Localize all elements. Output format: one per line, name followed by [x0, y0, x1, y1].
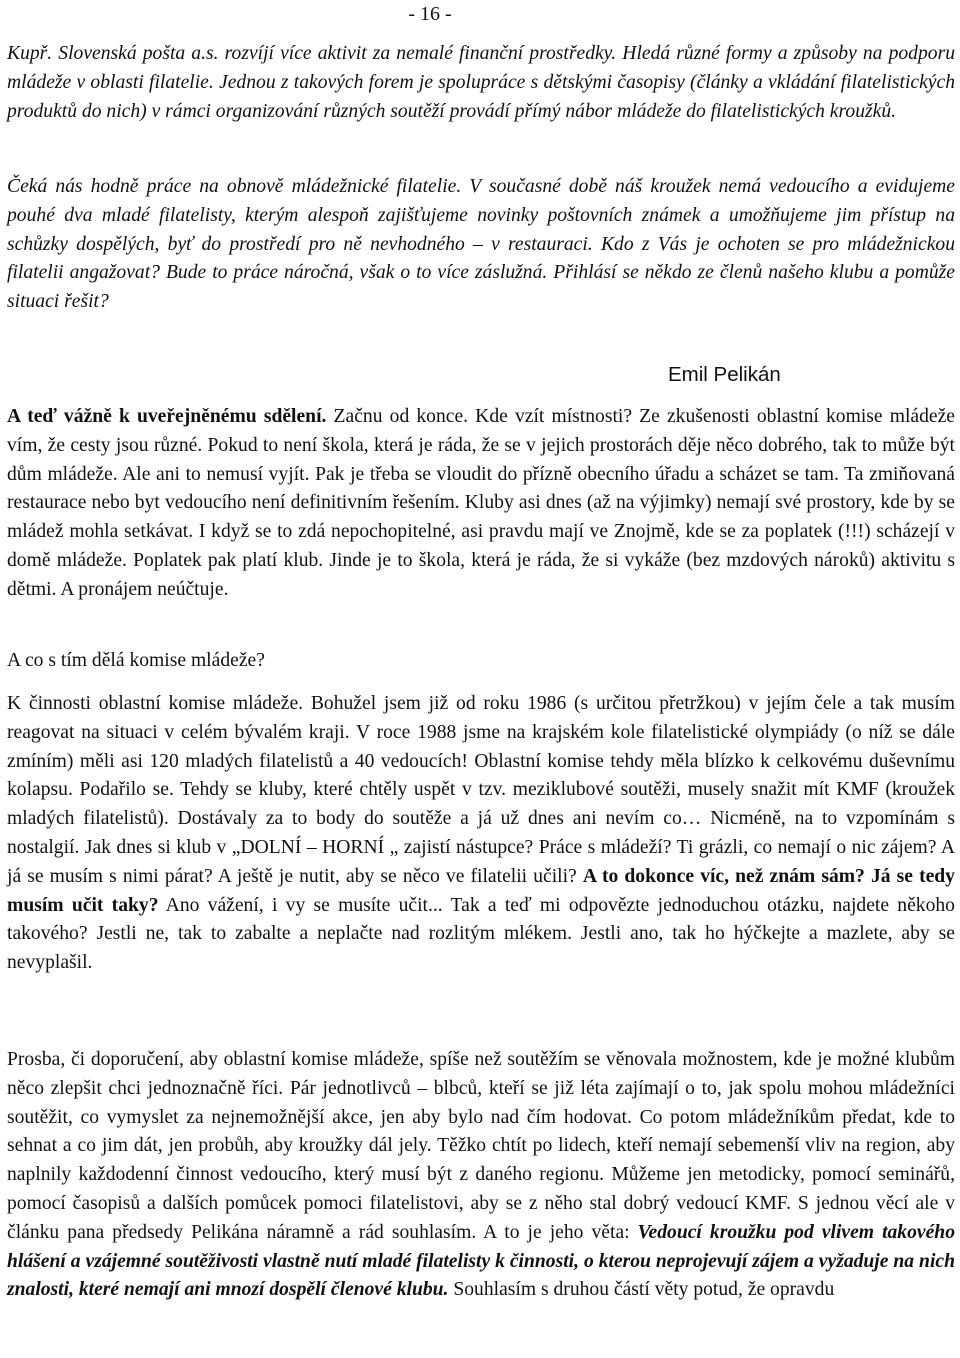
- reply-lead-bold: A teď vážně k uveřejněnému sdělení.: [7, 406, 327, 427]
- paragraph-reply: [7, 403, 955, 605]
- paragraph-question: A co s tím dělá komise mládeže?: [7, 650, 265, 671]
- request-text-1: Prosba, či doporučení, aby oblastní komise mládeže, spíše než soutěžím se věnovala možnostem, kde je možné klubům něco zlepšit chci jednoznačně říci. Pár jednotlivců – blbců, kteří se již léta zajímají o to, jak spolu mohou mládežníci soutěžit, co vymyslet za nejnemožnější akce, jen aby bylo nad čím hodovat. Co potom mládežníkům předat, kde to sehnat a co jim dát, jen probůh, aby kroužky dál jely. Těžko chtít po lidech, kteří nemají sebemenší vliv na region, aby naplnily každodenní činnost vedoucího, který musí být z daného regionu. Můžeme jen metodicky, pomocí seminářů, pomocí časopisů a dalších pomůcek pomoci filatelistovi, aby se z něho stal dobrý vedoucí KMF. S jednou věcí ale v článku pana předsedy Pelikána náramně a rád souhlasím. A to je jeho věta:: [7, 1049, 955, 1243]
- intro-paragraph-1: Kupř. Slovenská pošta a.s. rozvíjí více aktivit za nemalé finanční prostředky. Hledá různé formy a způsoby na podporu mládeže v oblasti filatelie. Jednou z takových forem je spolupráce s dětskými časopisy (články a vkládání filatelistických produktů do nich) v rámci organizování různých soutěží provádí přímý nábor mládeže do filatelistických kroužků.: [7, 43, 955, 122]
- paragraph-commission-activity: [7, 690, 955, 978]
- commission-bold-question: A to dokonce víc, než znám sám? Já se tedy musím učit taky?: [7, 865, 955, 916]
- intro-paragraph-2: Čeká nás hodně práce na obnově mládežnické filatelie. V současné době náš kroužek nemá vedoucího a evidujeme pouhé dva mladé filatelisty, kterým alespoň zajišťujeme novinky poštovních známek a umožňujeme jim přístup na schůzky dospělých, byť do prostředí pro ně nevhodného – v restauraci. Kdo z Vás je ochoten se pro mládežnickou filatelii angažovat? Bude to práce náročná, však o to více záslužná. Přihlásí se někdo ze členů našeho klubu a pomůže situaci řešit?: [7, 176, 955, 313]
- reply-body: Začnu od konce. Kde vzít místnosti? Ze zkušenosti oblastní komise mládeže vím, že cesty jsou různé. Pokud to není škola, která je ráda, že se v jejich prostorách děje něco dobrého, tak to může být dům mládeže. Ale ani to nemusí vyjít. Pak je třeba se vloudit do přízně obecního úřadu a scházet se tam. Ta zmiňovaná restaurace nebo byt vedoucího není definitivním řešením. Kluby asi dnes (až na výjimky) nemají své prostory, kde by se mládež mohla setkávat. I když se to zdá nepochopitelné, asi pravdu mají ve Znojmě, kde se za poplatek (!!!) scházejí v domě mládeže. Poplatek pak platí klub. Jinde je to škola, která je ráda, že si vykáže (bez mzdových nároků) aktivitu s dětmi. A pronájem neúčtuje.: [7, 406, 955, 600]
- author-signature: Emil Pelikán: [668, 363, 781, 386]
- commission-text-2: Ano vážení, i vy se musíte učit... Tak a teď mi odpovězte jednoduchou otázku, najdete někoho takového? Jestli ne, tak to zabalte a neplačte nad rozlitým mlékem. Jestli ano, tak ho hýčkejte a mazlete, aby se nevyplašil.: [7, 894, 955, 974]
- commission-text-1: K činnosti oblastní komise mládeže. Bohužel jsem již od roku 1986 (s určitou přetržkou) v jejím čele a tak musím reagovat na situaci v celém bývalém kraji. V roce 1988 jsme na krajském kole filatelistické olympiády (o níž se dále zmíním) měli asi 120 mladých filatelistů a 40 vedoucích! Oblastní komise tehdy měla blízko k celkovému duševnímu kolapsu. Podařilo se. Tehdy se kluby, které chtěly uspět v tzv. meziklubové soutěži, musely snažit mít KMF (kroužek mladých filatelistů). Dostávaly za to body do soutěže a já už dnes ani nevím co… Nicméně, na to vzpomínám s nostalgií. Jak dnes si klub v „DOLNÍ – HORNÍ „ zajistí nástupce? Práce s mládeží? Ti grázli, co nemají o nic zájem? A já se musím s nimi párat? A ještě je nutit, aby se něco ve filatelii učili?: [7, 693, 955, 887]
- request-quote-bold-italic: Vedoucí kroužku pod vlivem takového hlášení a vzájemné soutěživosti vlastně nutí mladé filatelisty k činnosti, o kterou neprojevují zájem a vyžaduje na nich znalosti, které nemají ani mnozí dospělí členové klubu.: [7, 1221, 955, 1301]
- request-text-2: Souhlasím s druhou částí věty potud, že opravdu: [448, 1279, 835, 1301]
- page-number: - 16 -: [408, 3, 452, 25]
- paragraph-request: [7, 1046, 955, 1305]
